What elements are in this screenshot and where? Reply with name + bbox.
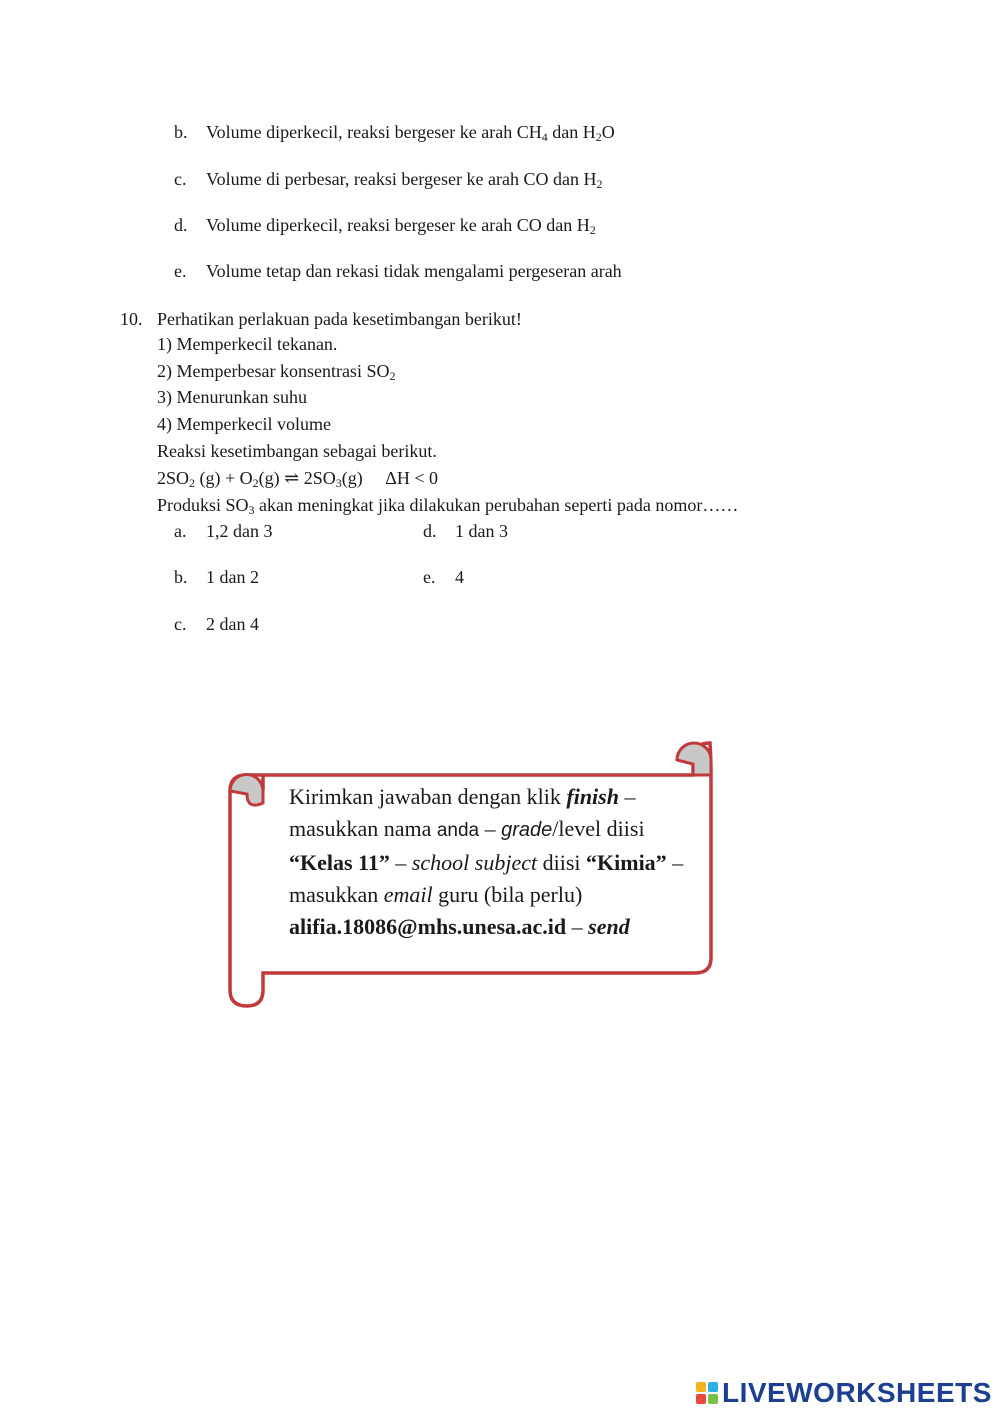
submission-instructions: Kirimkan jawaban dengan klik finish – masukkan nama anda – grade/level diisi “Kelas 11” – school subject diisi “Kimia” – masukkan email guru (bila perlu) alifia.18086@mhs.unesa.ac.id – send	[289, 784, 684, 939]
q10-option-c: c. 2 dan 4	[174, 614, 259, 634]
q10-option-b: b. 1 dan 2	[174, 567, 259, 587]
q10-option-a: a. 1,2 dan 3	[174, 521, 273, 541]
q10-option-d: d. 1 dan 3	[423, 521, 508, 541]
teacher-email: alifia.18086@mhs.unesa.ac.id	[289, 914, 567, 939]
q10-equation: $2SO_2$ $(g) + O_2(g)$ ⇌ $2SO_3(g) \Delta H < 0$	[157, 468, 438, 490]
q10-treatment-2: 2) Memperbesar konsentrasi $SO_2$	[157, 361, 396, 383]
finish-keyword: finish	[566, 784, 619, 809]
q10-reaction-intro: Reaksi kesetimbangan sebagai berikut.	[157, 441, 437, 461]
send-keyword: send	[588, 914, 630, 939]
q10-question: Produksi $SO_3$ akan meningkat jika dilakukan perubahan seperti pada nomor……	[157, 495, 739, 517]
liveworksheets-logo: LIVEWORKSHEETS	[696, 1377, 992, 1409]
q9-option-b: b. Volume diperkecil, reaksi bergeser ke arah $CH_4$ dan $H_2O$	[174, 122, 615, 144]
q10-option-e: e. 4	[423, 567, 464, 587]
q10-treatment-3: 3) Menurunkan suhu	[157, 387, 307, 407]
q9-option-c: c. Volume di perbesar, reaksi bergeser ke arah CO dan $H_2$	[174, 169, 603, 191]
enthalpy: ΔH < 0	[385, 468, 438, 488]
q9-option-e: e. Volume tetap dan rekasi tidak mengalami pergeseran arah	[174, 261, 622, 281]
scroll-top-curl	[677, 743, 711, 775]
q10-prompt: 10. Perhatikan perlakuan pada kesetimbangan berikut!	[120, 309, 522, 329]
logo-icon	[696, 1382, 718, 1404]
q9-option-d: d. Volume diperkecil, reaksi bergeser ke arah CO dan $H_2$	[174, 215, 596, 237]
q10-treatment-4: 4) Memperkecil volume	[157, 414, 331, 434]
q10-treatment-1: 1) Memperkecil tekanan.	[157, 334, 338, 354]
